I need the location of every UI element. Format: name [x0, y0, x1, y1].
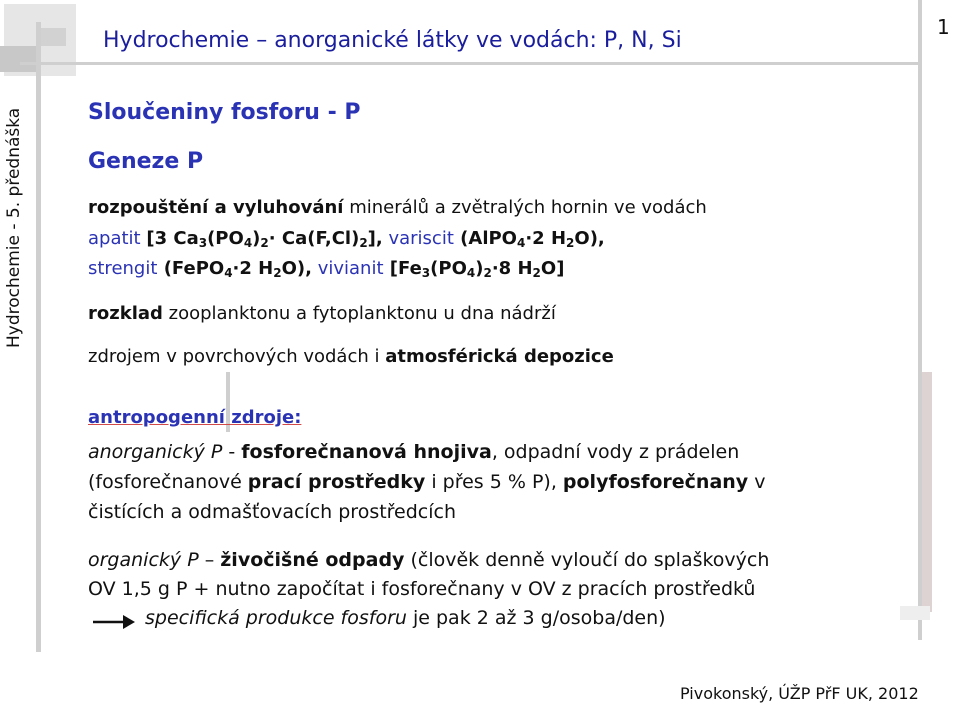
mineral-name: apatit: [88, 228, 141, 249]
bold-term: rozpouštění a vyluhování: [88, 197, 344, 218]
mineral-name: strengit: [88, 258, 158, 279]
side-label: Hydrochemie - 5. přednáška: [4, 107, 24, 348]
arrow-right-icon: [91, 611, 137, 633]
bold-term: fosforečnanová hnojiva: [241, 441, 492, 463]
page-header-title: Hydrochemie – anorganické látky ve vodách: P, N, Si: [103, 28, 682, 53]
line-text: zooplanktonu a fytoplanktonu u dna nádrží: [162, 303, 556, 324]
anthropogenic-line-cleaning: čistících a odmašťovacích prostředcích: [88, 501, 457, 523]
bold-term: polyfosforečnany: [562, 471, 749, 493]
formula: (FePO$_4$·2 $H_2O$),: [157, 258, 312, 280]
italic-term: specifická produkce fosforu: [145, 607, 407, 629]
bold-term: živočišné odpady: [220, 549, 405, 571]
anthropogenic-line-inorganic: anorganický P - fosforečnanová hnojiva, odpadní vody z prádelen: [88, 441, 740, 463]
formula: (AlPO$_4$·2 $H_2O$),: [453, 228, 605, 250]
anthropogenic-line-specific-production: specifická produkce fosforu je pak 2 až 3 g/osoba/den): [145, 607, 666, 629]
genesis-line-dissolution: [88, 197, 707, 218]
decorative-square: [40, 28, 66, 46]
decorative-square: [0, 46, 40, 72]
genesis-line-strengit: [88, 258, 564, 280]
page-number: 1: [937, 15, 950, 39]
genesis-line-decomposition: [88, 303, 556, 324]
top-divider: [20, 62, 920, 65]
formula: [3 $Ca_3(PO_4)_2\cdot Ca(F,Cl)_2$],: [146, 228, 383, 250]
anthropogenic-line-wastewater: OV 1,5 g P + nutno započítat i fosforečnany v OV z pracích prostředků: [88, 578, 756, 600]
italic-term: anorganický P: [88, 441, 223, 463]
bold-term: atmosférická depozice: [385, 346, 614, 367]
line-text: minerálů a zvětralých hornin ve vodách: [343, 197, 707, 218]
anthropogenic-heading: antropogenní zdroje:: [88, 407, 302, 428]
anthropogenic-line-organic: organický P – živočišné odpady (člověk denně vyloučí do splaškových: [88, 549, 770, 571]
bold-term: prací prostředky: [247, 471, 426, 493]
genesis-line-apatit: [88, 228, 605, 250]
footer-credit: Pivokonský, ÚŽP PřF UK, 2012: [680, 684, 919, 703]
mineral-name: variscit: [382, 228, 454, 249]
bold-term: rozklad: [88, 303, 163, 324]
genesis-line-deposition: [88, 346, 614, 367]
decorative-bar: [900, 606, 930, 620]
line-text: zdrojem v povrchových vodách i: [88, 346, 386, 367]
anthropogenic-line-detergents: (fosforečnanové prací prostředky i přes 5 % P), polyfosforečnany v: [88, 471, 766, 493]
decorative-bar: [922, 372, 932, 612]
formula: [$Fe_3(PO_4)_2\cdot 8$ $H_2O$]: [383, 258, 565, 280]
mineral-name: vivianit: [311, 258, 384, 279]
section-title: Sloučeniny fosforu - P: [88, 100, 361, 125]
italic-term: organický P: [88, 549, 199, 571]
subsection-title: Geneze P: [88, 149, 204, 174]
left-divider: [36, 22, 41, 652]
